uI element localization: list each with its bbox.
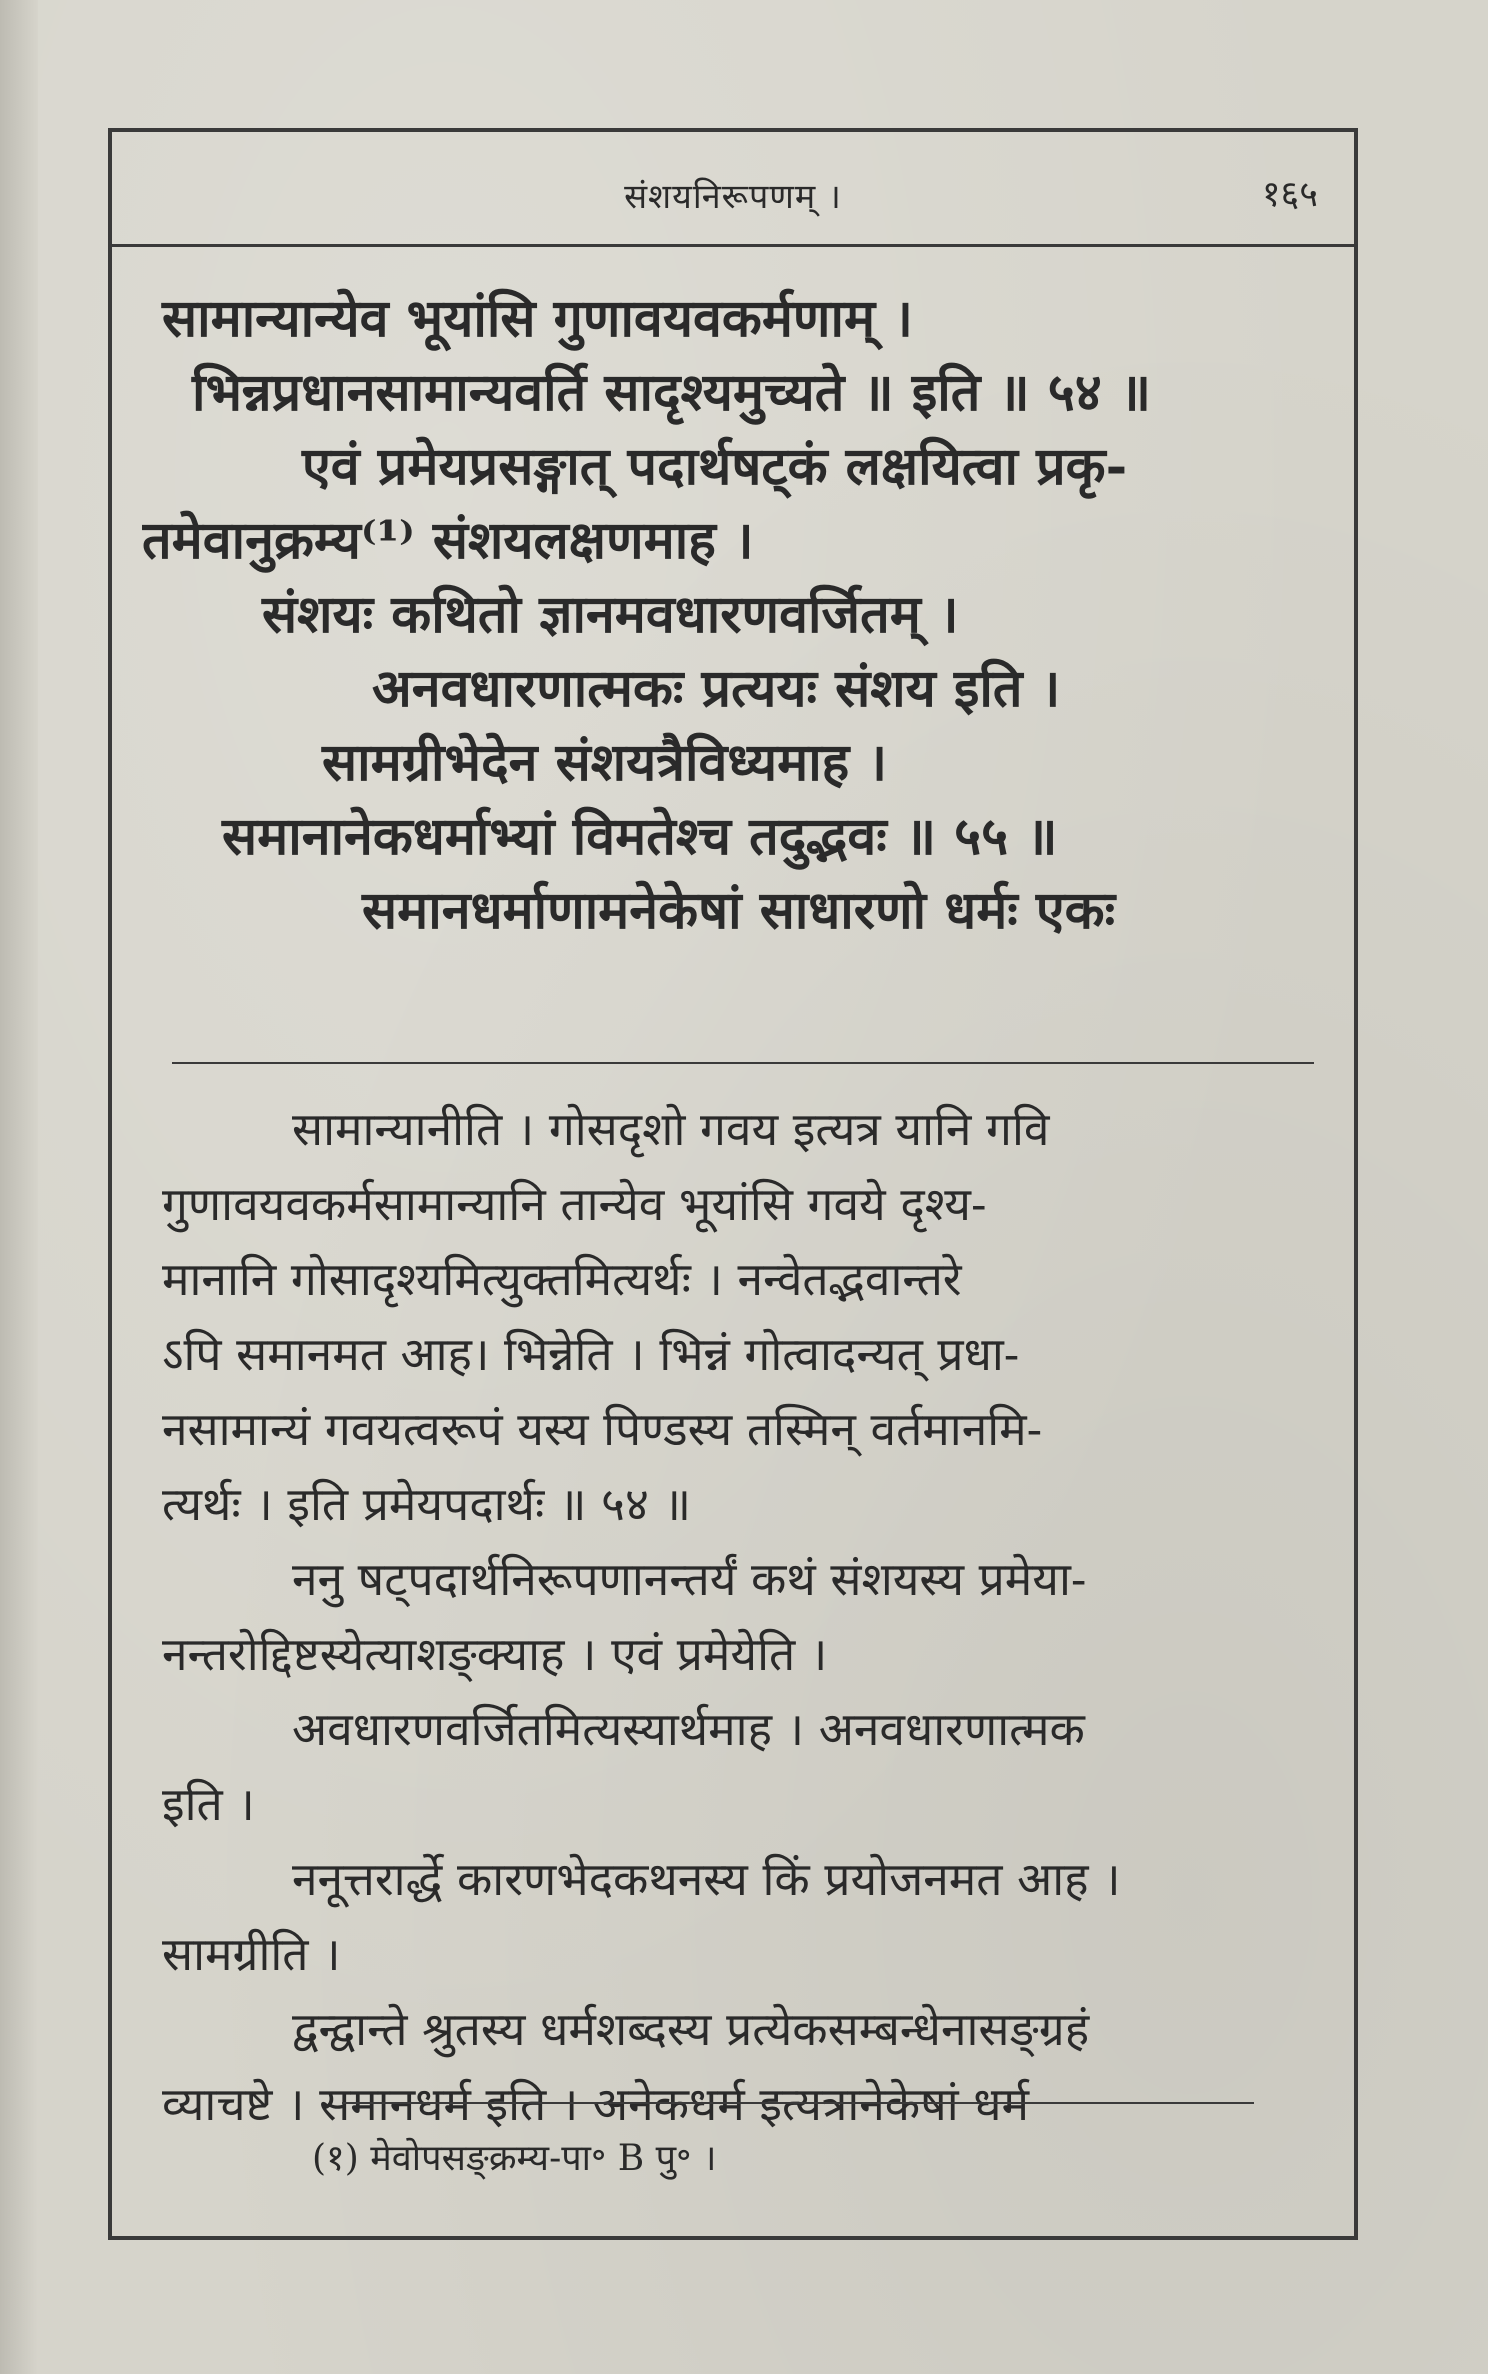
commentary-line: गुणावयवकर्मसामान्यानि तान्येव भूयांसि गवये दृश्य- (162, 1177, 987, 1231)
printed-page-frame (108, 128, 1358, 2240)
commentary-line: अवधारणवर्जितमित्यस्यार्थमाह । अनवधारणात्मक (292, 1702, 1085, 1756)
footnote: (१) मेवोपसङ्क्रम्य-पा॰ B पु॰ । (312, 2138, 717, 2179)
commentary-line: इति । (162, 1777, 255, 1831)
commentary-line: मानानि गोसादृश्यमित्युक्तमित्यर्थः । नन्वेतद्भवान्तरे (162, 1252, 962, 1306)
page-header (112, 132, 1354, 247)
verse-line: समानधर्माणामनेकेषां साधारणो धर्मः एकः (362, 880, 1116, 941)
verse-line: भिन्नप्रधानसामान्यवर्ति सादृश्यमुच्यते ॥ इति ॥ ५४ ॥ (192, 362, 1152, 423)
commentary-line: ऽपि समानमत आह। भिन्नेति । भिन्नं गोत्वादन्यत् प्रधा- (162, 1327, 1020, 1381)
commentary-line: नन्तरोद्दिष्टस्येत्याशङ्क्याह । एवं प्रमेयेति । (162, 1627, 828, 1681)
commentary-line: व्याचष्टे । समानधर्म इति । अनेकधर्म इत्यत्रानेकेषां धर्म (162, 2077, 1030, 2131)
commentary-line: ननूत्तरार्द्धे कारणभेदकथनस्य किं प्रयोजनमत आह । (292, 1852, 1121, 1906)
verse-line: एवं प्रमेयप्रसङ्गात् पदार्थषट्कं लक्षयित्वा प्रकृ- (302, 436, 1128, 497)
verse-line: समानानेकधर्माभ्यां विमतेश्च तदुद्भवः ॥ ५५ ॥ (222, 806, 1058, 867)
verse-line: सामग्रीभेदेन संशयत्रैविध्यमाह । (322, 732, 888, 793)
footnote-divider (342, 2102, 1254, 2104)
commentary-line: द्वन्द्वान्ते श्रुतस्य धर्मशब्दस्य प्रत्येकसम्बन्धेनासङ्ग्रहं (292, 2002, 1090, 2056)
verse-text-block (142, 282, 1334, 948)
verse-line: तमेवानुक्रम्य⁽¹⁾ संशयलक्षणमाह । (142, 510, 754, 571)
book-binding-edge (0, 0, 38, 2374)
verse-line: अनवधारणात्मकः प्रत्ययः संशय इति । (372, 658, 1061, 719)
commentary-line: त्यर्थः । इति प्रमेयपदार्थः ॥ ५४ ॥ (162, 1477, 692, 1531)
commentary-line: सामान्यानीति । गोसदृशो गवय इत्यत्र यानि गवि (292, 1102, 1050, 1156)
commentary-block (162, 1092, 1334, 2142)
verse-line: सामान्यान्येव भूयांसि गुणावयवकर्मणाम् । (162, 288, 913, 349)
text-commentary-divider (172, 1062, 1314, 1064)
page-number: १६५ (1261, 174, 1318, 215)
commentary-line: सामग्रीति । (162, 1927, 341, 1981)
running-title: संशयनिरूपणम् । (624, 177, 842, 217)
commentary-line: नसामान्यं गवयत्वरूपं यस्य पिण्डस्य तस्मिन् वर्तमानमि- (162, 1402, 1043, 1456)
commentary-line: ननु षट्पदार्थनिरूपणानन्तर्यं कथं संशयस्य प्रमेया- (292, 1552, 1087, 1606)
verse-line: संशयः कथितो ज्ञानमवधारणवर्जितम् । (262, 584, 959, 645)
